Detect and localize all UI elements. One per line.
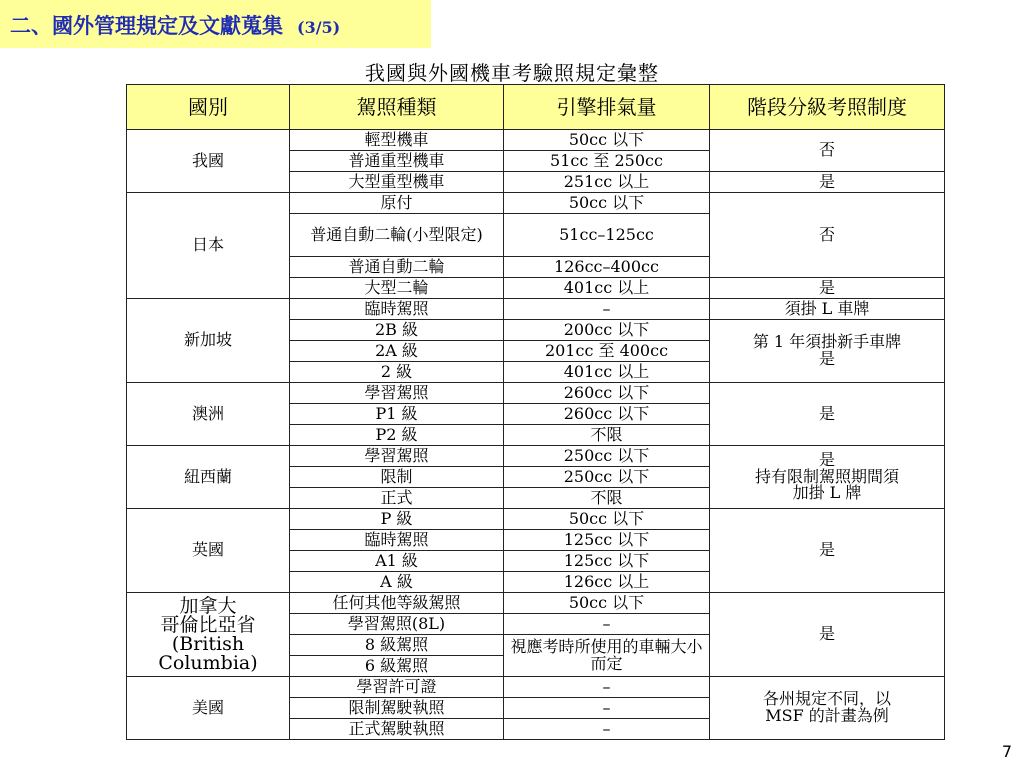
cc-cell: –	[504, 299, 710, 320]
cc-cell: 126cc–400cc	[504, 257, 710, 278]
country-line: 加拿大	[179, 594, 237, 617]
license-cell: 大型重型機車	[290, 172, 504, 193]
cc-cell: 50cc 以下	[504, 509, 710, 530]
table-row	[127, 383, 945, 404]
phase-cell	[710, 677, 945, 740]
license-cell: 任何其他等級駕照	[290, 593, 504, 614]
license-cell: P 級	[290, 509, 504, 530]
license-rules-table	[126, 84, 945, 740]
phase-cell: 是	[710, 383, 945, 446]
license-cell: 普通重型機車	[290, 151, 504, 172]
license-cell: 學習駕照(8L)	[290, 614, 504, 635]
license-cell: 8 級駕照	[290, 635, 504, 656]
cc-cell: 260cc 以下	[504, 404, 710, 425]
license-cell: 2B 級	[290, 320, 504, 341]
table-row	[127, 299, 945, 320]
table-header-row	[127, 85, 945, 130]
license-cell: 輕型機車	[290, 130, 504, 151]
cc-cell: 251cc 以上	[504, 172, 710, 193]
phase-cell	[710, 320, 945, 383]
license-cell: 大型二輪	[290, 278, 504, 299]
phase-cell: 是	[710, 172, 945, 193]
license-cell: P2 級	[290, 425, 504, 446]
license-cell: 正式駕駛執照	[290, 719, 504, 740]
cc-cell: 250cc 以下	[504, 446, 710, 467]
slide-title	[10, 10, 340, 40]
license-cell: 限制駕駛執照	[290, 698, 504, 719]
table-row	[127, 193, 945, 214]
column-header-engine-displacement: 引擎排氣量	[504, 85, 710, 130]
cc-cell: 200cc 以下	[504, 320, 710, 341]
column-header-license-type: 駕照種類	[290, 85, 504, 130]
phase-cell: 是	[710, 278, 945, 299]
phase-line: 加掛 L 牌	[792, 483, 862, 503]
cc-cell: 201cc 至 400cc	[504, 341, 710, 362]
license-cell: 學習駕照	[290, 446, 504, 467]
phase-cell: 須掛 L 車牌	[710, 299, 945, 320]
phase-line: 是	[818, 349, 835, 368]
license-cell: 普通自動二輪(小型限定)	[290, 214, 504, 257]
country-line: (British	[171, 632, 245, 655]
phase-cell	[710, 446, 945, 509]
slide-number: 7	[1001, 742, 1012, 761]
cc-cell: 視應考時所使用的車輛大小而定	[504, 635, 710, 677]
license-cell: 臨時駕照	[290, 530, 504, 551]
table-row	[127, 130, 945, 151]
license-cell: A 級	[290, 572, 504, 593]
phase-line: 持有限制駕照期間須	[754, 466, 899, 486]
phase-line: MSF 的計畫為例	[765, 706, 889, 725]
country-cell-uk: 英國	[127, 509, 290, 593]
cc-cell: 51cc 至 250cc	[504, 151, 710, 172]
slide-title-text: 二、國外管理規定及文獻蒐集	[10, 13, 283, 38]
country-cell-new-zealand: 紐西蘭	[127, 446, 290, 509]
cc-cell: 125cc 以下	[504, 530, 710, 551]
cc-cell: 50cc 以下	[504, 130, 710, 151]
license-cell: 原付	[290, 193, 504, 214]
country-cell-canada	[127, 593, 290, 677]
phase-cell: 是	[710, 593, 945, 677]
cc-cell: –	[504, 719, 710, 740]
header-banner	[0, 0, 431, 48]
phase-cell: 否	[710, 193, 945, 278]
country-cell-taiwan: 我國	[127, 130, 290, 193]
cc-cell: –	[504, 698, 710, 719]
country-line: Columbia)	[158, 651, 258, 674]
license-cell: P1 級	[290, 404, 504, 425]
license-cell: 臨時駕照	[290, 299, 504, 320]
phase-line: 第 1 年須掛新手車牌	[752, 332, 902, 352]
cc-cell: 250cc 以下	[504, 467, 710, 488]
cc-cell: 50cc 以下	[504, 593, 710, 614]
cc-cell: 50cc 以下	[504, 193, 710, 214]
cc-cell: 126cc 以上	[504, 572, 710, 593]
country-cell-japan: 日本	[127, 193, 290, 299]
license-cell: 學習許可證	[290, 677, 504, 698]
slide-page-fraction: (3/5)	[297, 18, 341, 37]
license-cell: 限制	[290, 467, 504, 488]
cc-cell: 125cc 以下	[504, 551, 710, 572]
cc-cell: 401cc 以上	[504, 362, 710, 383]
license-cell: 6 級駕照	[290, 656, 504, 677]
country-cell-singapore: 新加坡	[127, 299, 290, 383]
cc-cell: –	[504, 677, 710, 698]
table-row	[127, 446, 945, 467]
phase-cell: 是	[710, 509, 945, 593]
phase-line: 是	[818, 449, 835, 469]
phase-cell: 否	[710, 130, 945, 172]
column-header-graduated-licensing: 階段分級考照制度	[710, 85, 945, 130]
phase-line: 各州規定不同，以	[762, 689, 891, 709]
table-row	[127, 677, 945, 698]
cc-cell: 不限	[504, 488, 710, 509]
cc-cell: 51cc–125cc	[504, 214, 710, 257]
cc-cell: –	[504, 614, 710, 635]
table-row	[127, 509, 945, 530]
license-cell: 2 級	[290, 362, 504, 383]
country-cell-usa: 美國	[127, 677, 290, 740]
license-cell: 學習駕照	[290, 383, 504, 404]
license-cell: A1 級	[290, 551, 504, 572]
column-header-country: 國別	[127, 85, 290, 130]
cc-cell: 401cc 以上	[504, 278, 710, 299]
license-cell: 2A 級	[290, 341, 504, 362]
license-cell: 普通自動二輪	[290, 257, 504, 278]
table-title: 我國與外國機車考驗照規定彙整	[365, 61, 659, 85]
cc-cell: 260cc 以下	[504, 383, 710, 404]
country-cell-australia: 澳洲	[127, 383, 290, 446]
license-cell: 正式	[290, 488, 504, 509]
table-row	[127, 593, 945, 614]
country-line: 哥倫比亞省	[160, 613, 256, 636]
cc-cell: 不限	[504, 425, 710, 446]
